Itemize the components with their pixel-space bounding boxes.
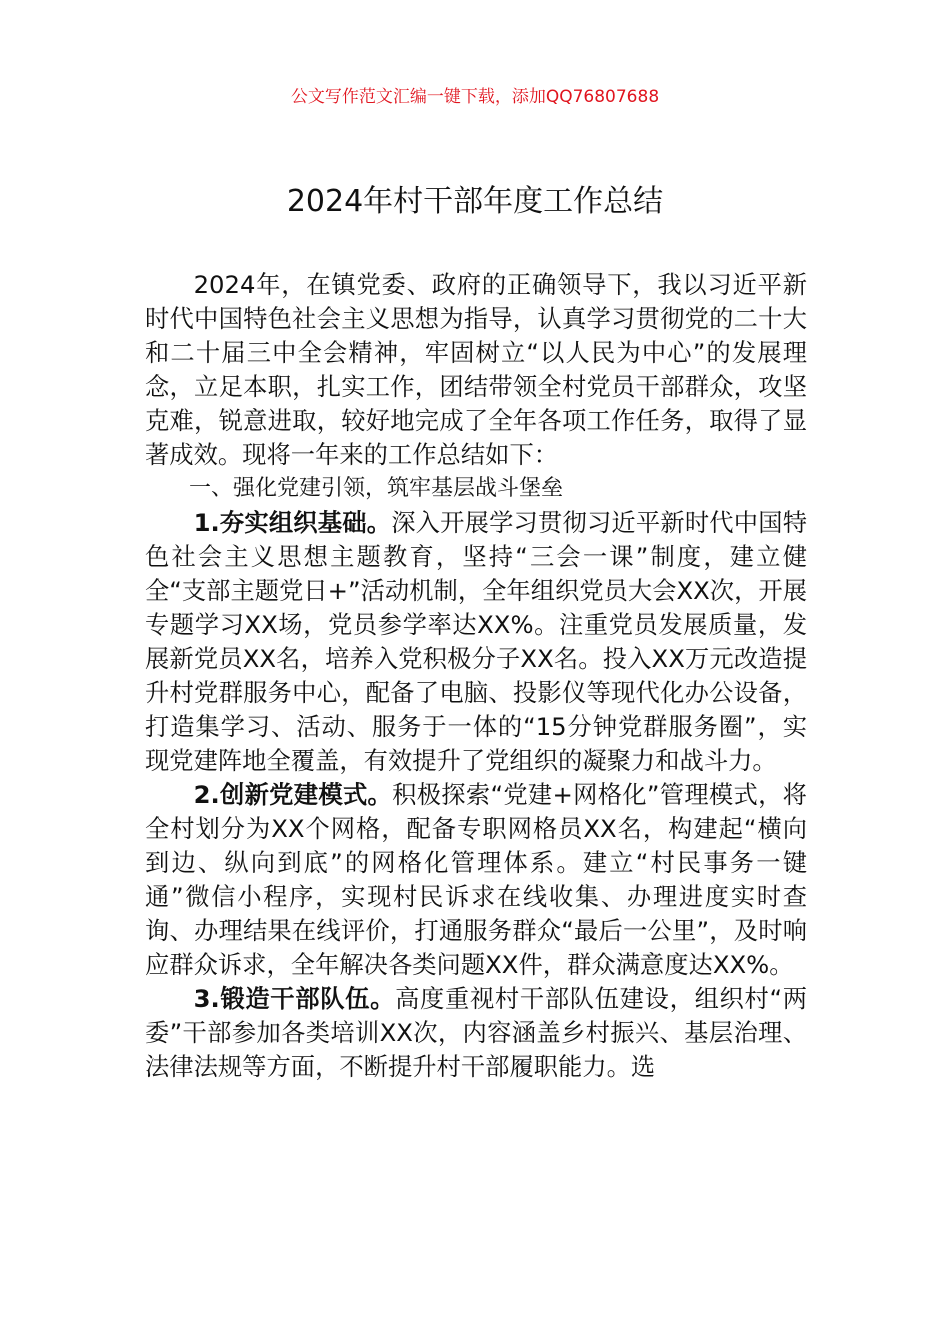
item-text-3: 高度重视村干部队伍建设，组织村“两委”干部参加各类培训XX次，内容涵盖乡村振兴、基层治理、法律法规等方面，不断提升村干部履职能力。选 [145,984,807,1081]
section-heading: 一、强化党建引领，筑牢基层战斗堡垒 [189,476,564,501]
item-lead-3: 3.锻造干部队伍。 [193,984,396,1013]
intro-paragraph: 2024年，在镇党委、政府的正确领导下，我以习近平新时代中国特色社会主义思想为指导，认真学习贯彻党的二十大和二十届三中全会精神，牢固树立“以人民为中心”的发展理念，立足本职，扎实工作，团结带领全村党员干部群众，攻坚克难，锐意进取，较好地完成了全年各项工作任务，取得了显著成效。现将一年来的工作总结如下： [145,270,807,469]
header-banner: 公文写作范文汇编一键下载，添加QQ76807688 [290,87,660,107]
document-title: 2024年村干部年度工作总结 [286,184,664,219]
item-text-1: 深入开展学习贯彻习近平新时代中国特色社会主义思想主题教育，坚持“三会一课”制度，建立健全“支部主题党日+”活动机制，全年组织党员大会XX次，开展专题学习XX场，党员参学率达XX%。注重党员发展质量，发展新党员XX名，培养入党积极分子XX名。投入XX万元改造提升村党群服务中心，配备了电脑、投影仪等现代化办公设备，打造集学习、活动、服务于一体的“15分钟党群服务圈”，实现党建阵地全覆盖，有效提升了党组织的凝聚力和战斗力。 [145,508,807,775]
item-paragraph-2 [145,778,807,982]
item-paragraph-3 [145,982,807,1084]
item-text-2: 积极探索“党建+网格化”管理模式，将全村划分为XX个网格，配备专职网格员XX名，构建起“横向到边、纵向到底”的网格化管理体系。建立“村民事务一键通”微信小程序，实现村民诉求在线收集、办理进度实时查询、办理结果在线评价，打通服务群众“最后一公里”，及时响应群众诉求，全年解决各类问题XX件，群众满意度达XX%。 [145,780,807,979]
item-paragraph-1 [145,506,807,778]
item-lead-2: 2.创新党建模式。 [193,780,393,809]
document-body [145,268,807,1084]
item-lead-1: 1.夯实组织基础。 [193,508,392,537]
